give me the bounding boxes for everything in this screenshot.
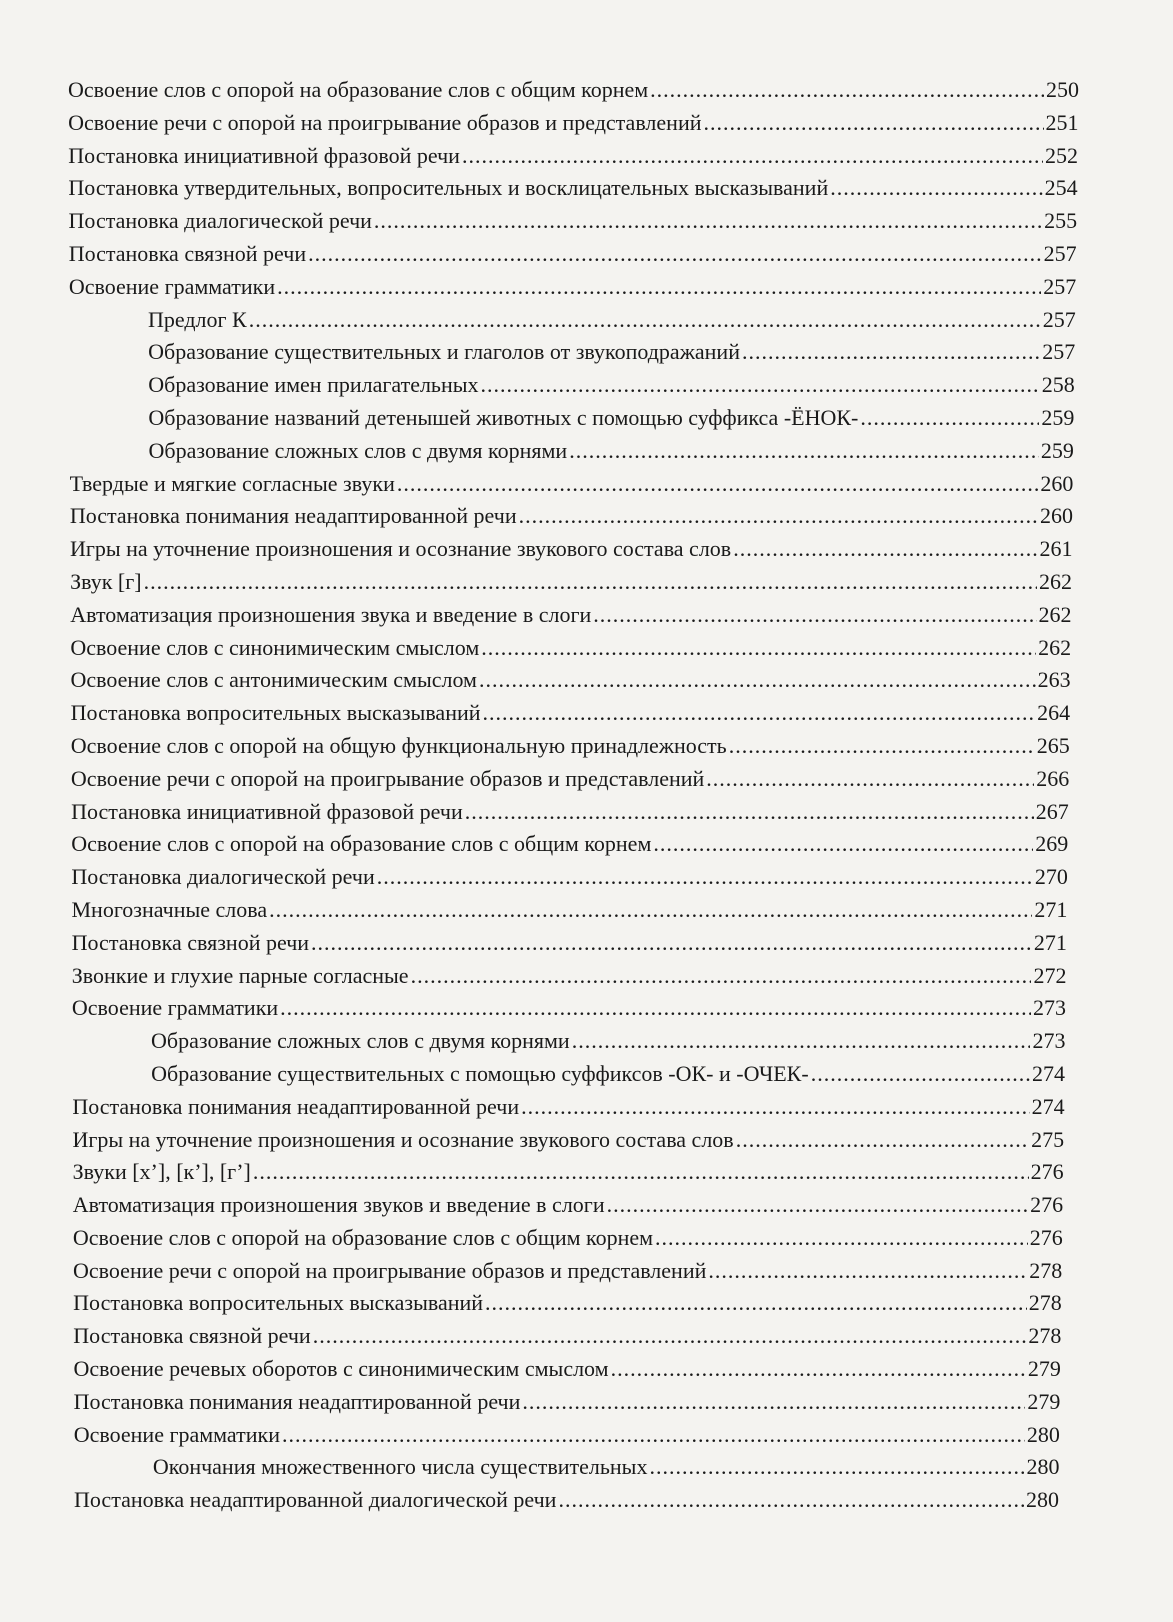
dot-leader xyxy=(593,599,1036,632)
toc-entry xyxy=(73,1320,1061,1353)
entry-title: Освоение речи с опорой на проигрывание образов и представлений xyxy=(70,765,705,791)
dot-leader xyxy=(611,1353,1026,1386)
entry-page-number: 265 xyxy=(1036,732,1070,758)
entry-title: Постановка понимания неадаптированной речи xyxy=(73,1388,521,1414)
entry-title: Освоение слов с синонимическим смыслом xyxy=(70,634,480,660)
dot-leader xyxy=(144,566,1037,599)
toc-entry xyxy=(70,533,1073,566)
entry-title: Автоматизация произношения звуков и введение в слоги xyxy=(72,1192,605,1218)
entry-page-number: 262 xyxy=(1038,634,1072,660)
toc-entry xyxy=(70,500,1073,533)
entry-page-number: 271 xyxy=(1033,929,1067,955)
dot-leader xyxy=(411,960,1032,993)
toc-entry xyxy=(71,763,1069,796)
entry-title: Звук [г] xyxy=(70,568,142,594)
dot-leader xyxy=(742,336,1040,369)
dot-leader xyxy=(277,271,1041,304)
entry-page-number: 276 xyxy=(1029,1224,1063,1250)
toc-entry xyxy=(73,1156,1064,1189)
entry-page-number: 255 xyxy=(1044,208,1078,234)
toc-entry xyxy=(73,1353,1060,1386)
entry-title: Постановка инициативной фразовой речи xyxy=(71,798,463,824)
entry-page-number: 274 xyxy=(1031,1093,1065,1119)
entry-title: Постановка вопросительных высказываний xyxy=(70,700,481,726)
toc-entry xyxy=(70,632,1071,665)
dot-leader xyxy=(811,1058,1030,1091)
dot-leader xyxy=(485,1287,1027,1320)
entry-page-number: 269 xyxy=(1035,831,1069,857)
entry-title: Постановка понимания неадаптированной речи xyxy=(72,1093,520,1119)
entry-page-number: 258 xyxy=(1041,372,1075,398)
toc-entry xyxy=(72,960,1067,993)
dot-leader xyxy=(377,861,1033,894)
toc-entry xyxy=(71,697,1071,730)
dot-leader xyxy=(374,205,1042,238)
entry-page-number: 276 xyxy=(1030,1192,1064,1218)
entry-title: Предлог К xyxy=(147,306,247,332)
toc-entry xyxy=(72,992,1066,1025)
entry-title: Игры на уточнение произношения и осознание звукового состава слов xyxy=(72,1126,734,1152)
entry-title: Постановка неадаптированной диалогической речи xyxy=(74,1487,557,1513)
dot-leader xyxy=(465,796,1034,829)
entry-page-number: 263 xyxy=(1037,667,1071,693)
table-of-contents xyxy=(0,74,1173,1517)
dot-leader xyxy=(650,74,1044,107)
dot-leader xyxy=(649,1451,1024,1484)
dot-leader xyxy=(572,1025,1031,1058)
entry-title: Игры на уточнение произношения и осознание звукового состава слов xyxy=(69,536,732,562)
dot-leader xyxy=(729,730,1035,763)
toc-entry xyxy=(68,140,1078,173)
entry-title: Постановка связной речи xyxy=(68,240,307,266)
entry-title: Звуки [х’], [к’], [г’] xyxy=(72,1159,251,1185)
toc-entry xyxy=(70,566,1072,599)
entry-page-number: 259 xyxy=(1041,404,1075,430)
toc-entry xyxy=(74,1386,1061,1419)
toc-entry xyxy=(74,1419,1060,1452)
entry-title: Освоение слов с опорой на образование слов с общим корнем xyxy=(68,77,649,102)
entry-page-number: 257 xyxy=(1042,306,1076,332)
dot-leader xyxy=(519,500,1038,533)
entry-page-number: 251 xyxy=(1045,109,1079,135)
dot-leader xyxy=(706,763,1034,796)
entry-page-number: 280 xyxy=(1026,1454,1060,1480)
entry-title: Постановка связной речи xyxy=(73,1323,311,1349)
toc-entry xyxy=(73,1287,1062,1320)
entry-page-number: 257 xyxy=(1042,339,1076,365)
entry-page-number: 250 xyxy=(1046,77,1079,102)
entry-title: Образование сложных слов с двумя корнями xyxy=(151,1028,570,1054)
entry-title: Постановка утвердительных, вопросительных и восклицательных высказываний xyxy=(68,175,829,201)
entry-page-number: 267 xyxy=(1035,798,1069,824)
toc-subentry xyxy=(148,336,1075,369)
entry-title: Освоение речевых оборотов с синонимическим смыслом xyxy=(73,1356,609,1382)
dot-leader xyxy=(462,140,1043,173)
entry-title: Освоение слов с опорой на общую функциональную принадлежность xyxy=(70,732,727,758)
entry-page-number: 275 xyxy=(1031,1126,1065,1152)
entry-title: Постановка диалогической речи xyxy=(68,208,372,234)
toc-entry xyxy=(68,172,1077,205)
dot-leader xyxy=(703,107,1043,140)
dot-leader xyxy=(479,664,1036,697)
toc-entry xyxy=(69,238,1077,271)
entry-title: Автоматизация произношения звука и введение в слоги xyxy=(70,601,592,627)
toc-entry xyxy=(73,1189,1063,1222)
entry-title: Освоение речи с опорой на проигрывание образов и представлений xyxy=(73,1257,707,1283)
toc-entry xyxy=(70,599,1071,632)
entry-title: Звонкие и глухие парные согласные xyxy=(71,962,409,988)
dot-leader xyxy=(483,697,1036,730)
dot-leader xyxy=(655,1222,1028,1255)
toc-subentry xyxy=(151,1058,1065,1091)
toc-subentry xyxy=(148,402,1074,435)
entry-title: Образование существительных и глаголов от звукоподражаний xyxy=(148,339,740,365)
toc-entry xyxy=(70,468,1074,501)
dot-leader xyxy=(249,304,1041,337)
toc-entry xyxy=(72,1124,1064,1157)
entry-title: Освоение слов с опорой на образование слов с общим корнем xyxy=(72,1224,654,1250)
entry-page-number: 279 xyxy=(1027,1356,1061,1382)
toc-entry xyxy=(68,107,1078,140)
dot-leader xyxy=(736,1124,1029,1157)
entry-page-number: 270 xyxy=(1034,864,1068,890)
entry-title: Образование существительных с помощью суффиксов -ОК- и -ОЧЕК- xyxy=(151,1060,809,1086)
dot-leader xyxy=(733,533,1037,566)
entry-page-number: 276 xyxy=(1030,1159,1064,1185)
dot-leader xyxy=(522,1386,1025,1419)
entry-page-number: 273 xyxy=(1032,995,1066,1021)
entry-page-number: 278 xyxy=(1028,1323,1062,1349)
toc-entry xyxy=(71,894,1067,927)
entry-title: Твердые и мягкие согласные звуки xyxy=(69,470,395,496)
entry-title: Постановка инициативной фразовой речи xyxy=(68,142,460,168)
toc-entry xyxy=(68,74,1079,107)
entry-page-number: 257 xyxy=(1043,240,1077,266)
dot-leader xyxy=(313,1320,1027,1353)
toc-entry xyxy=(71,861,1067,894)
toc-entry xyxy=(71,828,1068,861)
toc-entry xyxy=(71,664,1071,697)
entry-page-number: 254 xyxy=(1044,175,1078,201)
toc-subentry xyxy=(153,1451,1060,1484)
dot-leader xyxy=(653,828,1033,861)
entry-title: Освоение речи с опорой на проигрывание образов и представлений xyxy=(68,109,702,135)
toc-subentry xyxy=(148,304,1076,337)
entry-page-number: 280 xyxy=(1026,1421,1060,1447)
toc-entry xyxy=(71,796,1069,829)
entry-title: Освоение слов с опорой на образование слов с общим корнем xyxy=(71,831,652,857)
entry-page-number: 264 xyxy=(1037,700,1071,726)
dot-leader xyxy=(311,927,1032,960)
dot-leader xyxy=(569,435,1039,468)
toc-entry xyxy=(72,1091,1064,1124)
entry-title: Освоение грамматики xyxy=(68,273,276,299)
entry-page-number: 274 xyxy=(1032,1060,1066,1086)
dot-leader xyxy=(830,172,1042,205)
dot-leader xyxy=(280,992,1031,1025)
toc-subentry xyxy=(149,435,1074,468)
entry-title: Образование сложных слов с двумя корнями xyxy=(148,437,568,463)
dot-leader xyxy=(558,1484,1024,1517)
entry-page-number: 266 xyxy=(1036,765,1070,791)
toc-entry xyxy=(69,205,1078,238)
entry-page-number: 262 xyxy=(1038,601,1072,627)
entry-page-number: 279 xyxy=(1027,1388,1061,1414)
entry-title: Многозначные слова xyxy=(71,896,268,922)
entry-title: Образование названий детенышей животных с помощью суффикса -ЁНОК- xyxy=(148,404,859,430)
dot-leader xyxy=(481,369,1040,402)
dot-leader xyxy=(253,1156,1029,1189)
dot-leader xyxy=(708,1255,1027,1288)
entry-page-number: 280 xyxy=(1026,1487,1059,1513)
entry-page-number: 260 xyxy=(1040,470,1074,496)
entry-title: Постановка понимания неадаптированной речи xyxy=(69,503,517,529)
toc-entry xyxy=(72,927,1067,960)
entry-page-number: 278 xyxy=(1029,1257,1063,1283)
dot-leader xyxy=(282,1419,1025,1452)
entry-page-number: 252 xyxy=(1045,142,1079,168)
toc-entry xyxy=(74,1484,1059,1517)
entry-title: Окончания множественного числа существительных xyxy=(152,1454,648,1480)
entry-title: Освоение слов с антонимическим смыслом xyxy=(70,667,477,693)
entry-title: Образование имен прилагательных xyxy=(148,372,479,398)
entry-page-number: 259 xyxy=(1040,437,1074,463)
entry-page-number: 273 xyxy=(1032,1028,1066,1054)
entry-page-number: 260 xyxy=(1039,503,1073,529)
entry-page-number: 262 xyxy=(1039,568,1072,594)
toc-entry xyxy=(73,1255,1062,1288)
dot-leader xyxy=(397,468,1039,501)
dot-leader xyxy=(860,402,1039,435)
entry-page-number: 257 xyxy=(1043,273,1077,299)
toc-entry xyxy=(73,1222,1063,1255)
entry-title: Постановка вопросительных высказываний xyxy=(73,1290,484,1316)
dot-leader xyxy=(269,894,1032,927)
dot-leader xyxy=(521,1091,1029,1124)
toc-subentry xyxy=(151,1025,1065,1058)
toc-entry xyxy=(69,271,1076,304)
dot-leader xyxy=(308,238,1042,271)
dot-leader xyxy=(481,632,1036,665)
entry-title: Постановка диалогической речи xyxy=(71,864,375,890)
toc-entry xyxy=(71,730,1070,763)
dot-leader xyxy=(607,1189,1029,1222)
entry-page-number: 261 xyxy=(1039,536,1073,562)
toc-subentry xyxy=(148,369,1075,402)
entry-title: Освоение грамматики xyxy=(73,1421,280,1447)
entry-title: Освоение грамматики xyxy=(71,995,279,1021)
entry-page-number: 271 xyxy=(1034,896,1068,922)
entry-page-number: 278 xyxy=(1028,1290,1062,1316)
entry-page-number: 272 xyxy=(1033,962,1067,988)
entry-title: Постановка связной речи xyxy=(71,929,310,955)
